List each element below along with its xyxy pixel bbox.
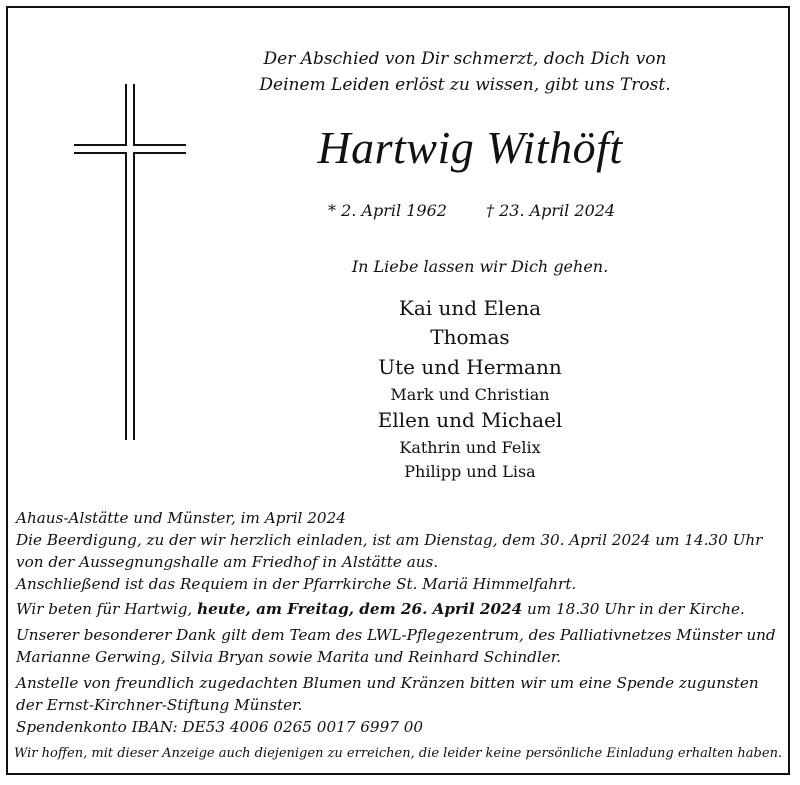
death-date: † 23. April 2024 — [486, 201, 616, 220]
family-member: Ellen und Michael — [377, 408, 563, 432]
deceased-name: Hartwig Withöft — [317, 122, 623, 173]
funeral-line-1: Die Beerdigung, zu der wir herzlich einladen, ist am Dienstag, dem 30. April 2024 um 14.30 Uhr — [16, 531, 763, 549]
family-member: Mark und Christian — [390, 385, 550, 404]
farewell-text: In Liebe lassen wir Dich gehen. — [351, 257, 609, 276]
family-member: Philipp und Lisa — [404, 462, 536, 481]
thanks-line-2: Marianne Gerwing, Silvia Bryan sowie Marita und Reinhard Schindler. — [16, 648, 562, 666]
donation-line-2: der Ernst-Kirchner-Stiftung Münster. — [16, 696, 303, 714]
funeral-line-2: von der Aussegnungshalle am Friedhof in Alstätte aus. — [16, 553, 439, 571]
place-date: Ahaus-Alstätte und Münster, im April 2024 — [16, 509, 346, 527]
donation-iban: Spendenkonto IBAN: DE53 4006 0265 0017 6997 00 — [16, 718, 424, 736]
motto-line-2: Deinem Leiden erlöst zu wissen, gibt uns Trost. — [259, 75, 671, 95]
donation-line-1: Anstelle von freundlich zugedachten Blumen und Kränzen bitten wir um eine Spende zugunsten — [16, 674, 759, 692]
thanks-line-1: Unserer besonderer Dank gilt dem Team des LWL-Pflegezentrum, des Palliativnetzes Münster und — [16, 626, 776, 644]
footer-note: Wir hoffen, mit dieser Anzeige auch diejenigen zu erreichen, die leider keine persönliche Einladung erhalten haben. — [14, 746, 783, 761]
birth-date: * 2. April 1962 — [328, 201, 447, 220]
funeral-line-3: Anschließend ist das Requiem in der Pfarrkirche St. Mariä Himmelfahrt. — [16, 575, 577, 593]
family-member: Thomas — [430, 325, 510, 349]
prayer-date: heute, am Freitag, dem 26. April 2024 — [197, 600, 523, 618]
prayer-notice — [16, 599, 745, 620]
family-member: Kathrin und Felix — [399, 438, 541, 457]
motto-line-1: Der Abschied von Dir schmerzt, doch Dich von — [263, 49, 667, 69]
family-member: Ute und Hermann — [378, 355, 562, 379]
prayer-prefix: Wir beten für Hartwig, — [16, 600, 198, 618]
prayer-suffix: um 18.30 Uhr in der Kirche. — [522, 600, 745, 618]
family-member: Kai und Elena — [398, 296, 542, 320]
